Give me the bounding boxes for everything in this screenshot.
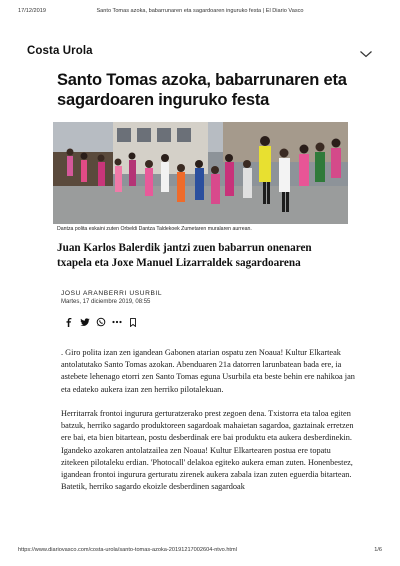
article-photo: [53, 122, 348, 224]
page-number: 1/6: [374, 547, 382, 553]
section-bar: [27, 44, 373, 62]
print-document-title: Santo Tomas azoka, babarrunaren eta sagardoaren inguruko festa | El Diario Vasco: [96, 8, 304, 14]
article-author[interactable]: JOSU ARANBERRI USURBIL: [61, 290, 163, 297]
article-body: [61, 347, 359, 506]
share-bar: [63, 316, 143, 328]
article-date: Martes, 17 diciembre 2019, 08:55: [61, 299, 151, 305]
article-paragraph: . Giro polita izan zen igandean Gabonen atarian ospatu zen Noaua! Kultur Elkarteak antolatutako Santo Tomas azokan. Abenduaren 21a datorren larunbatean bada ere, ia astebete lehenago etorri zen Santo Tomas eguna Usurbila eta beste behin ere nahikoa jan eta edateko aukera izan zen herriko pilotalekuan.: [61, 348, 355, 394]
whatsapp-icon[interactable]: [95, 316, 107, 328]
bookmark-icon[interactable]: [127, 316, 139, 328]
print-header: [18, 8, 382, 18]
print-footer: [18, 547, 382, 557]
article-subhead: Juan Karlos Balerdik jantzi zuen babarrun onenaren txapela eta Joxe Manuel Lizarraldek sagardoarena: [57, 242, 312, 269]
article-paragraph: Herritarrak frontoi ingurura gerturatzerako prest zegoen dena. Txistorra eta taloa egiten batzuk, herriko sagardo produktoreen sagardoak mahaietan sagardoa, gaztainak erretzen ere bai, eta bien bitartean, postu desberdinak ere bai produktu eta aukera desberdinekin. Igandeko azokaren antolatzailea zen Noaua! Kultur Elkartearen postua ere topatu zitekeen pilotaleku erdian. 'Photocall' delakoa egiteko aukera eman zuten. Honenbestez, igandean frontoi ingurura gerturatu zirenek aukera zabala izan zuten eguerdia bitartean. Batetik, herriko sagardo ekoizle desberdinen sagardoak: [61, 409, 354, 492]
facebook-icon[interactable]: [63, 316, 75, 328]
more-icon[interactable]: [111, 316, 123, 328]
article-headline: Santo Tomas azoka, babarrunaren eta sagardoaren inguruko festa: [57, 71, 347, 109]
print-url: https://www.diariovasco.com/costa-urola/santo-tomas-azoka-20191217002604-ntvo.html: [18, 547, 237, 553]
photo-caption: Dantza polita eskaini zuten Orbeldi Dantza Taldekoek Zumetaren muralaren aurrean.: [57, 226, 252, 232]
twitter-icon[interactable]: [79, 316, 91, 328]
chevron-down-icon[interactable]: [359, 46, 373, 56]
section-name[interactable]: Costa Urola: [27, 45, 93, 57]
print-date: 17/12/2019: [18, 8, 46, 14]
